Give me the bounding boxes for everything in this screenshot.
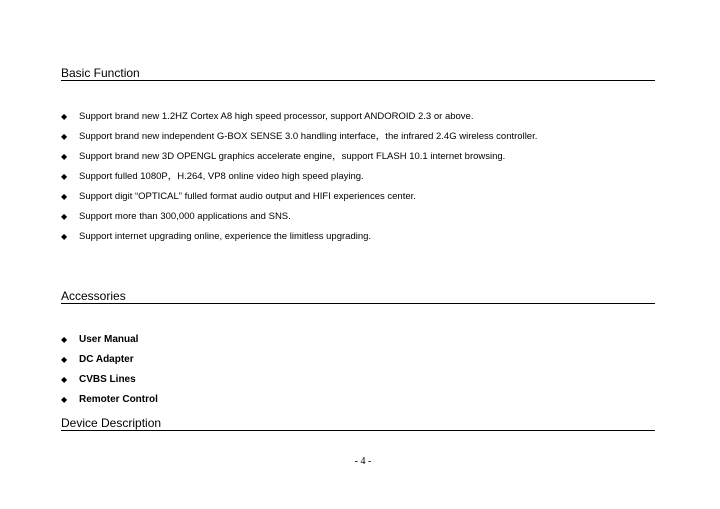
list-item-text: CVBS Lines xyxy=(79,374,136,385)
device-description-heading: Device Description xyxy=(61,416,655,431)
diamond-bullet-icon: ◆ xyxy=(61,112,68,121)
diamond-bullet-icon: ◆ xyxy=(61,395,68,404)
list-item xyxy=(61,354,158,374)
list-item-text: Support brand new 1.2HZ Cortex A8 high speed processor, support ANDOROID 2.3 or above. xyxy=(79,111,474,122)
diamond-bullet-icon: ◆ xyxy=(61,335,68,344)
diamond-bullet-icon: ◆ xyxy=(61,232,68,241)
list-item-text: Support digit “OPTICAL” fulled format audio output and HIFI experiences center. xyxy=(79,191,416,202)
diamond-bullet-icon: ◆ xyxy=(61,375,68,384)
list-item xyxy=(61,172,537,192)
list-item xyxy=(61,394,158,414)
page-number: - 4 - xyxy=(354,456,372,467)
list-item-text: Support fulled 1080P，H.264, VP8 online video high speed playing. xyxy=(79,171,364,182)
list-item xyxy=(61,334,158,354)
diamond-bullet-icon: ◆ xyxy=(61,355,68,364)
list-item-text: Support brand new 3D OPENGL graphics accelerate engine，support FLASH 10.1 internet browsing. xyxy=(79,151,506,162)
list-item xyxy=(61,132,537,152)
accessories-heading: Accessories xyxy=(61,289,655,304)
list-item-text: DC Adapter xyxy=(79,354,134,365)
list-item-text: Support internet upgrading online, experience the limitless upgrading. xyxy=(79,231,372,242)
diamond-bullet-icon: ◆ xyxy=(61,152,68,161)
list-item xyxy=(61,374,158,394)
list-item xyxy=(61,192,537,212)
list-item-text: Remoter Control xyxy=(79,394,158,405)
diamond-bullet-icon: ◆ xyxy=(61,132,68,141)
list-item-text: Support brand new independent G-BOX SENSE 3.0 handling interface，the infrared 2.4G wireless controller. xyxy=(79,131,538,142)
list-item-text: User Manual xyxy=(79,334,139,345)
list-item-text: Support more than 300,000 applications and SNS. xyxy=(79,211,291,222)
diamond-bullet-icon: ◆ xyxy=(61,212,68,221)
list-item xyxy=(61,152,537,172)
basic-function-list xyxy=(61,112,537,252)
basic-function-heading: Basic Function xyxy=(61,66,655,81)
list-item xyxy=(61,212,537,232)
list-item xyxy=(61,232,537,252)
list-item xyxy=(61,112,537,132)
diamond-bullet-icon: ◆ xyxy=(61,192,68,201)
accessories-list xyxy=(61,334,158,414)
diamond-bullet-icon: ◆ xyxy=(61,172,68,181)
